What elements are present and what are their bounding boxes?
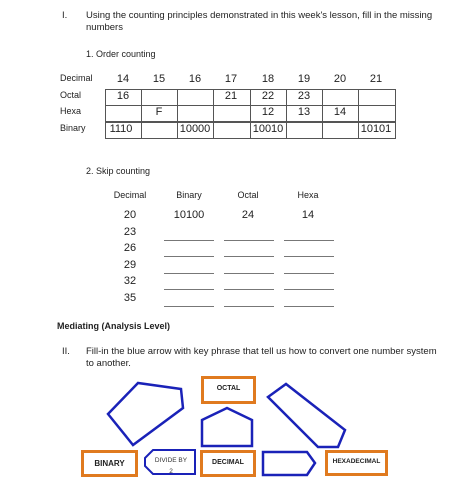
hexa-value: 13 bbox=[297, 106, 311, 118]
row-label-hexa: Hexa bbox=[60, 106, 82, 116]
binary-value: 10101 bbox=[360, 123, 392, 135]
decimal-value: 21 bbox=[369, 73, 383, 85]
octal-label: OCTAL bbox=[216, 385, 241, 392]
skip-row-value-binary: 10100 bbox=[173, 209, 205, 221]
hexadecimal-box bbox=[325, 450, 388, 476]
skip-row-value-hexa: 14 bbox=[301, 209, 315, 221]
divide-by-number: 2 bbox=[169, 468, 173, 475]
arrow-decimal-octal[interactable] bbox=[202, 408, 252, 446]
row-label-octal: Octal bbox=[60, 90, 82, 100]
decimal-box bbox=[200, 450, 256, 477]
decimal-value: 16 bbox=[188, 73, 202, 85]
binary-value: 10010 bbox=[252, 123, 284, 135]
skip-decimal-value: 35 bbox=[123, 292, 137, 304]
decimal-value: 17 bbox=[224, 73, 238, 85]
arrow-binary-octal[interactable] bbox=[108, 383, 183, 445]
decimal-value: 19 bbox=[297, 73, 311, 85]
arrow-decimal-hexadecimal[interactable] bbox=[263, 452, 315, 475]
skip-decimal-value: 23 bbox=[123, 226, 137, 238]
hexa-value: 12 bbox=[261, 106, 275, 118]
instruction-line-2: numbers bbox=[86, 22, 123, 33]
hexa-value: 14 bbox=[333, 106, 347, 118]
hexadecimal-label: HEXADECIMAL bbox=[332, 458, 381, 465]
skip-counting-title: 2. Skip counting bbox=[86, 166, 151, 176]
skip-header-hexa: Hexa bbox=[297, 190, 319, 200]
skip-decimal-value: 29 bbox=[123, 259, 137, 271]
octal-value: 22 bbox=[261, 90, 275, 102]
decimal-value: 15 bbox=[152, 73, 166, 85]
decimal-value: 20 bbox=[333, 73, 347, 85]
skip-header-octal: Octal bbox=[237, 190, 259, 200]
binary-value: 1110 bbox=[109, 123, 133, 135]
mediating-heading: Mediating (Analysis Level) bbox=[57, 321, 171, 331]
section-number-1: I. bbox=[62, 10, 68, 21]
hexa-value: F bbox=[155, 106, 163, 118]
skip-decimal-value: 26 bbox=[123, 242, 137, 254]
arrow-octal-hexadecimal[interactable] bbox=[268, 384, 345, 447]
octal-value: 16 bbox=[116, 90, 130, 102]
order-counting-title: 1. Order counting bbox=[86, 49, 156, 59]
binary-box bbox=[81, 450, 138, 477]
divide-by-2-text bbox=[151, 455, 191, 477]
section-2-line-2: to another. bbox=[86, 358, 131, 369]
skip-decimal-value: 32 bbox=[123, 275, 137, 287]
divide-by-label: DIVIDE BY bbox=[154, 457, 188, 464]
instruction-line-1: Using the counting principles demonstrated in this week's lesson, fill in the missing bbox=[86, 10, 433, 21]
skip-header-decimal: Decimal bbox=[113, 190, 147, 200]
row-label-decimal: Decimal bbox=[60, 73, 93, 83]
octal-value: 21 bbox=[224, 90, 238, 102]
binary-value: 10000 bbox=[179, 123, 211, 135]
skip-header-binary: Binary bbox=[176, 190, 202, 200]
decimal-value: 14 bbox=[116, 73, 130, 85]
binary-label: BINARY bbox=[94, 459, 125, 468]
section-number-2: II. bbox=[62, 346, 70, 357]
octal-value: 23 bbox=[297, 90, 311, 102]
decimal-label: DECIMAL bbox=[212, 459, 244, 466]
octal-box bbox=[201, 376, 256, 404]
skip-row-value-decimal: 20 bbox=[123, 209, 137, 221]
section-2-line-1: Fill-in the blue arrow with key phrase that tell us how to convert one number system bbox=[86, 346, 437, 357]
decimal-value: 18 bbox=[261, 73, 275, 85]
row-label-binary: Binary bbox=[60, 123, 86, 133]
skip-row-value-octal: 24 bbox=[241, 209, 255, 221]
